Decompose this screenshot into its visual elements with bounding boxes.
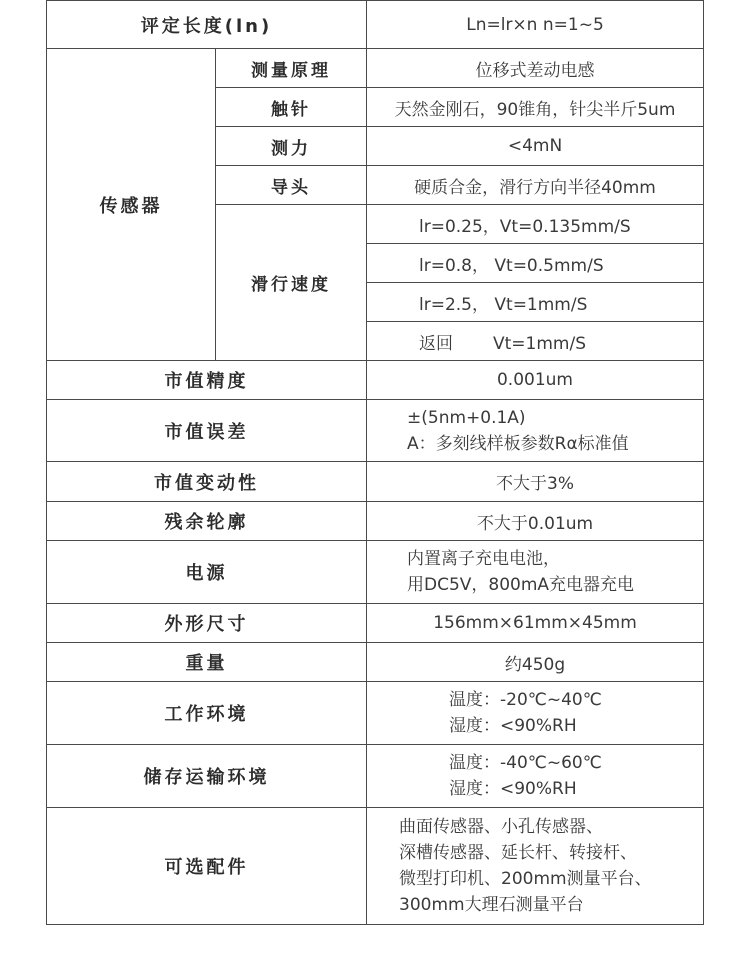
value-line: 湿度：<90%RH bbox=[449, 716, 577, 736]
value-line: 温度：-40℃~60℃ bbox=[449, 753, 602, 773]
sensor-label: 传感器 bbox=[47, 49, 216, 361]
table-row bbox=[47, 682, 704, 745]
table-row bbox=[47, 361, 704, 400]
table-row bbox=[47, 745, 704, 808]
value-line: 曲面传感器、小孔传感器、 bbox=[399, 817, 603, 837]
force-label: 测力 bbox=[216, 127, 367, 166]
storage-environment-label: 储存运输环境 bbox=[47, 745, 367, 808]
table-row bbox=[47, 400, 704, 462]
residual-profile-label: 残余轮廓 bbox=[47, 502, 367, 541]
measure-principle-value: 位移式差动电感 bbox=[367, 49, 704, 88]
indication-error-label: 市值误差 bbox=[47, 400, 367, 462]
force-value: <4mN bbox=[367, 127, 704, 166]
value-line: 微型打印机、200mm测量平台、 bbox=[399, 869, 652, 889]
guide-head-value: 硬质合金，滑行方向半径40mm bbox=[367, 166, 704, 205]
table-row bbox=[47, 1, 704, 49]
slide-speed-value: lr=0.25，Vt=0.135mm/S bbox=[367, 205, 704, 244]
table-row bbox=[47, 643, 704, 682]
dimensions-label: 外形尺寸 bbox=[47, 604, 367, 643]
table-row bbox=[47, 604, 704, 643]
storage-environment-value bbox=[367, 745, 704, 808]
value-line: 用DC5V，800mA充电器充电 bbox=[407, 575, 635, 595]
indication-variation-label: 市值变动性 bbox=[47, 462, 367, 502]
working-environment-label: 工作环境 bbox=[47, 682, 367, 745]
dimensions-value: 156mm×61mm×45mm bbox=[367, 604, 704, 643]
value-line: 湿度：<90%RH bbox=[449, 779, 577, 799]
guide-head-label: 导头 bbox=[216, 166, 367, 205]
table-row bbox=[47, 541, 704, 604]
table-row bbox=[47, 49, 704, 88]
rating-length-label: 评定长度(ln) bbox=[47, 1, 367, 49]
indication-variation-value: 不大于3% bbox=[367, 462, 704, 502]
spec-table bbox=[46, 0, 704, 925]
weight-label: 重量 bbox=[47, 643, 367, 682]
return-speed-cell bbox=[367, 322, 704, 361]
value-line: ±(5nm+0.1A) bbox=[407, 407, 526, 428]
value-line: 深槽传感器、延长杆、转接杆、 bbox=[399, 843, 637, 863]
value-line: 温度：-20℃~40℃ bbox=[449, 690, 602, 710]
table-row bbox=[47, 462, 704, 502]
power-label: 电源 bbox=[47, 541, 367, 604]
return-value: Vt=1mm/S bbox=[493, 333, 586, 354]
value-line: 300mm大理石测量平台 bbox=[399, 895, 584, 915]
stylus-value: 天然金刚石，90锥角，针尖半斤5um bbox=[367, 88, 704, 127]
measure-principle-label: 测量原理 bbox=[216, 49, 367, 88]
value-line: A：多刻线样板参数Rα标准值 bbox=[407, 433, 629, 454]
indication-precision-label: 市值精度 bbox=[47, 361, 367, 400]
optional-accessories-label: 可选配件 bbox=[47, 808, 367, 925]
slide-speed-value: lr=2.5， Vt=1mm/S bbox=[367, 283, 704, 322]
rating-length-value: Ln=lr×n n=1~5 bbox=[367, 1, 704, 49]
working-environment-value bbox=[367, 682, 704, 745]
residual-profile-value: 不大于0.01um bbox=[367, 502, 704, 541]
power-value bbox=[367, 541, 704, 604]
table-row bbox=[47, 502, 704, 541]
optional-accessories-value bbox=[367, 808, 704, 925]
indication-error-value bbox=[367, 400, 704, 462]
indication-precision-value: 0.001um bbox=[367, 361, 704, 400]
return-label: 返回 bbox=[419, 333, 453, 354]
table-row bbox=[47, 808, 704, 925]
slide-speed-label: 滑行速度 bbox=[216, 205, 367, 361]
weight-value: 约450g bbox=[367, 643, 704, 682]
value-line: 内置离子充电电池， bbox=[407, 549, 560, 569]
slide-speed-value: lr=0.8， Vt=0.5mm/S bbox=[367, 244, 704, 283]
stylus-label: 触针 bbox=[216, 88, 367, 127]
